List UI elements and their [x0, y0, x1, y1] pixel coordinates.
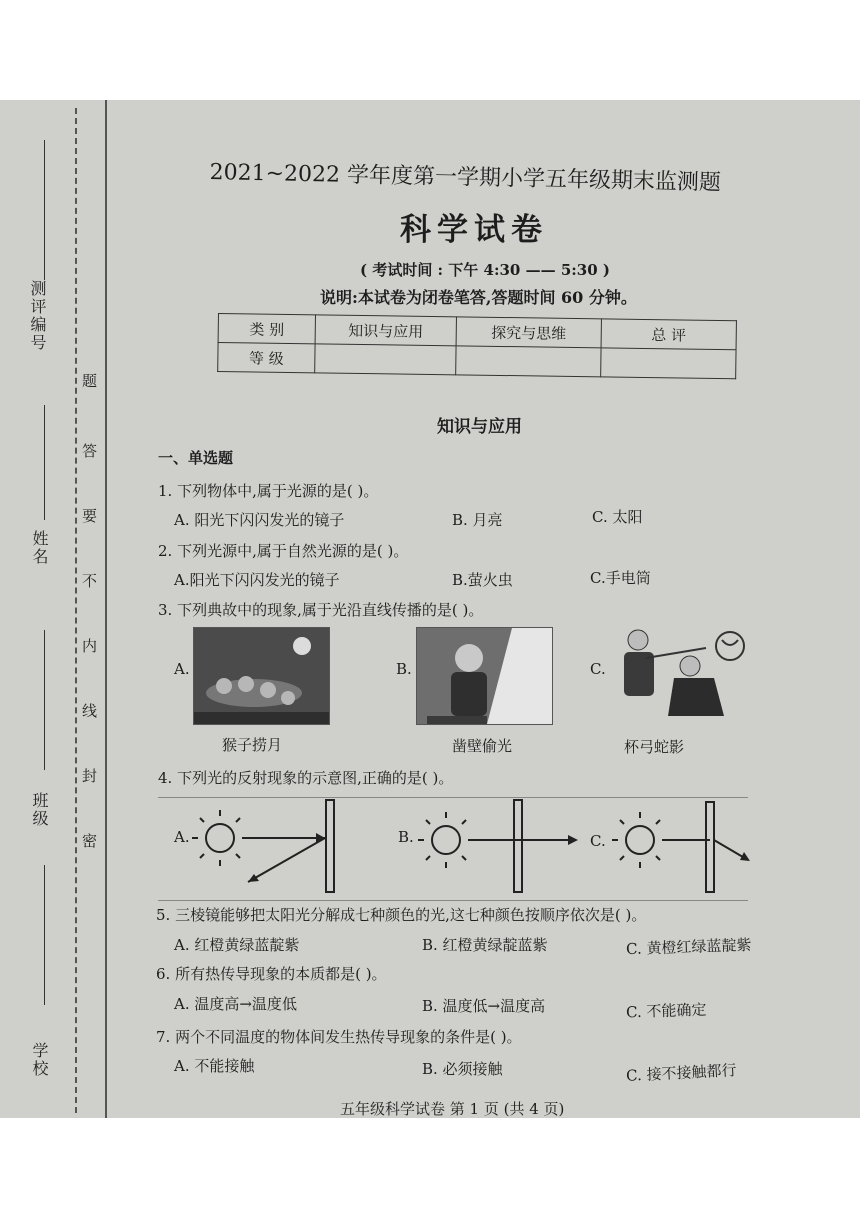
q1-option-b[interactable]: B. 月亮	[452, 511, 503, 529]
q5-option-b[interactable]: B. 红橙黄绿靛蓝紫	[422, 936, 548, 954]
question-1: 1. 下列物体中,属于光源的是( )。	[158, 482, 379, 500]
question-4: 4. 下列光的反射现象的示意图,正确的是( )。	[158, 769, 454, 787]
grade-table-cell[interactable]	[315, 344, 456, 375]
exam-number-blank	[44, 140, 45, 280]
q3-caption-b: 凿壁偷光	[452, 737, 513, 755]
school-label: 学校	[30, 1042, 49, 1078]
seal-char: 封	[82, 767, 98, 785]
q3-caption-c: 杯弓蛇影	[624, 738, 685, 756]
page-footer: 五年级科学试卷 第 1 页 (共 4 页)	[340, 1100, 565, 1118]
name-blank	[44, 405, 45, 520]
q3-option-c[interactable]: C.	[590, 660, 606, 678]
reflection-diagram-a	[190, 798, 350, 898]
q7-option-c[interactable]: C. 接不接触都行	[625, 1061, 737, 1085]
question-7: 7. 两个不同温度的物体间发生热传导现象的条件是( )。	[156, 1028, 522, 1046]
q6-option-b[interactable]: B. 温度低→温度高	[422, 997, 546, 1015]
exam-time: ( 考试时间 : 下午 4:30 —— 5:30 )	[360, 261, 610, 279]
seal-char: 密	[82, 832, 98, 850]
q7-option-a[interactable]: A. 不能接触	[174, 1057, 255, 1075]
q5-option-c[interactable]: C. 黄橙红绿蓝靛紫	[625, 935, 752, 959]
exam-note: 说明:本试卷为闭卷笔答,答题时间 60 分钟。	[320, 288, 637, 307]
grade-table-cell: 类 别	[218, 314, 315, 344]
name-label: 姓名	[30, 530, 49, 566]
seal-char: 线	[82, 702, 98, 720]
q3-caption-a: 猴子捞月	[222, 736, 283, 754]
question-3: 3. 下列典故中的现象,属于光沿直线传播的是( )。	[158, 601, 484, 619]
dashed-binding-line	[75, 108, 77, 1113]
chisel-wall-light-illustration	[416, 627, 553, 725]
q1-option-c[interactable]: C. 太阳	[592, 508, 643, 526]
name-blank-lower	[44, 630, 45, 770]
grade-table	[217, 313, 737, 379]
q4-option-b[interactable]: B.	[398, 828, 414, 846]
exam-sheet	[0, 100, 860, 1118]
seal-char: 要	[82, 507, 98, 525]
q2-option-a[interactable]: A.阳光下闪闪发光的镜子	[174, 571, 340, 589]
seal-char: 不	[82, 572, 98, 590]
question-2: 2. 下列光源中,属于自然光源的是( )。	[158, 542, 409, 560]
q4-option-c[interactable]: C.	[590, 832, 606, 850]
q3-option-b[interactable]: B.	[396, 660, 412, 678]
bow-snake-illustration	[610, 618, 750, 728]
class-label: 班级	[30, 792, 49, 828]
exam-number-label: 测评编号	[28, 280, 47, 352]
class-blank	[44, 865, 45, 1005]
question-5: 5. 三棱镜能够把太阳光分解成七种颜色的光,这七种颜色按顺序依次是( )。	[156, 906, 647, 924]
q6-option-c[interactable]: C. 不能确定	[625, 1000, 707, 1022]
reflection-diagram-c	[610, 798, 760, 898]
exam-title: 2021~2022 学年度第一学期小学五年级期末监测题	[209, 159, 722, 196]
q2-option-b[interactable]: B.萤火虫	[452, 571, 513, 589]
q2-option-c[interactable]: C.手电筒	[590, 569, 651, 587]
grade-table-cell: 等 级	[218, 343, 315, 373]
seal-char: 答	[82, 442, 98, 460]
q7-option-b[interactable]: B. 必须接触	[422, 1060, 503, 1078]
seal-char: 内	[82, 637, 98, 655]
subject-title: 科学试卷	[400, 212, 548, 248]
grade-table-cell: 探究与思维	[456, 317, 601, 348]
solid-binding-line	[105, 100, 107, 1118]
q4-option-a[interactable]: A.	[174, 828, 190, 846]
grade-table-cell[interactable]	[456, 346, 601, 377]
grade-table-cell[interactable]	[601, 348, 736, 379]
q3-option-a[interactable]: A.	[174, 660, 190, 678]
grade-table-cell: 总 评	[601, 319, 736, 350]
grade-table-cell: 知识与应用	[315, 315, 456, 346]
section-title: 知识与应用	[437, 417, 522, 437]
q1-option-a[interactable]: A. 阳光下闪闪发光的镜子	[174, 511, 345, 529]
q5-option-a[interactable]: A. 红橙黄绿蓝靛紫	[174, 936, 300, 954]
monkeys-moon-illustration	[193, 627, 330, 725]
reflection-diagram-b	[418, 798, 583, 898]
seal-char: 题	[82, 372, 98, 390]
q6-option-a[interactable]: A. 温度高→温度低	[174, 995, 297, 1013]
question-6: 6. 所有热传导现象的本质都是( )。	[156, 965, 387, 983]
part-title: 一、单选题	[158, 449, 234, 467]
